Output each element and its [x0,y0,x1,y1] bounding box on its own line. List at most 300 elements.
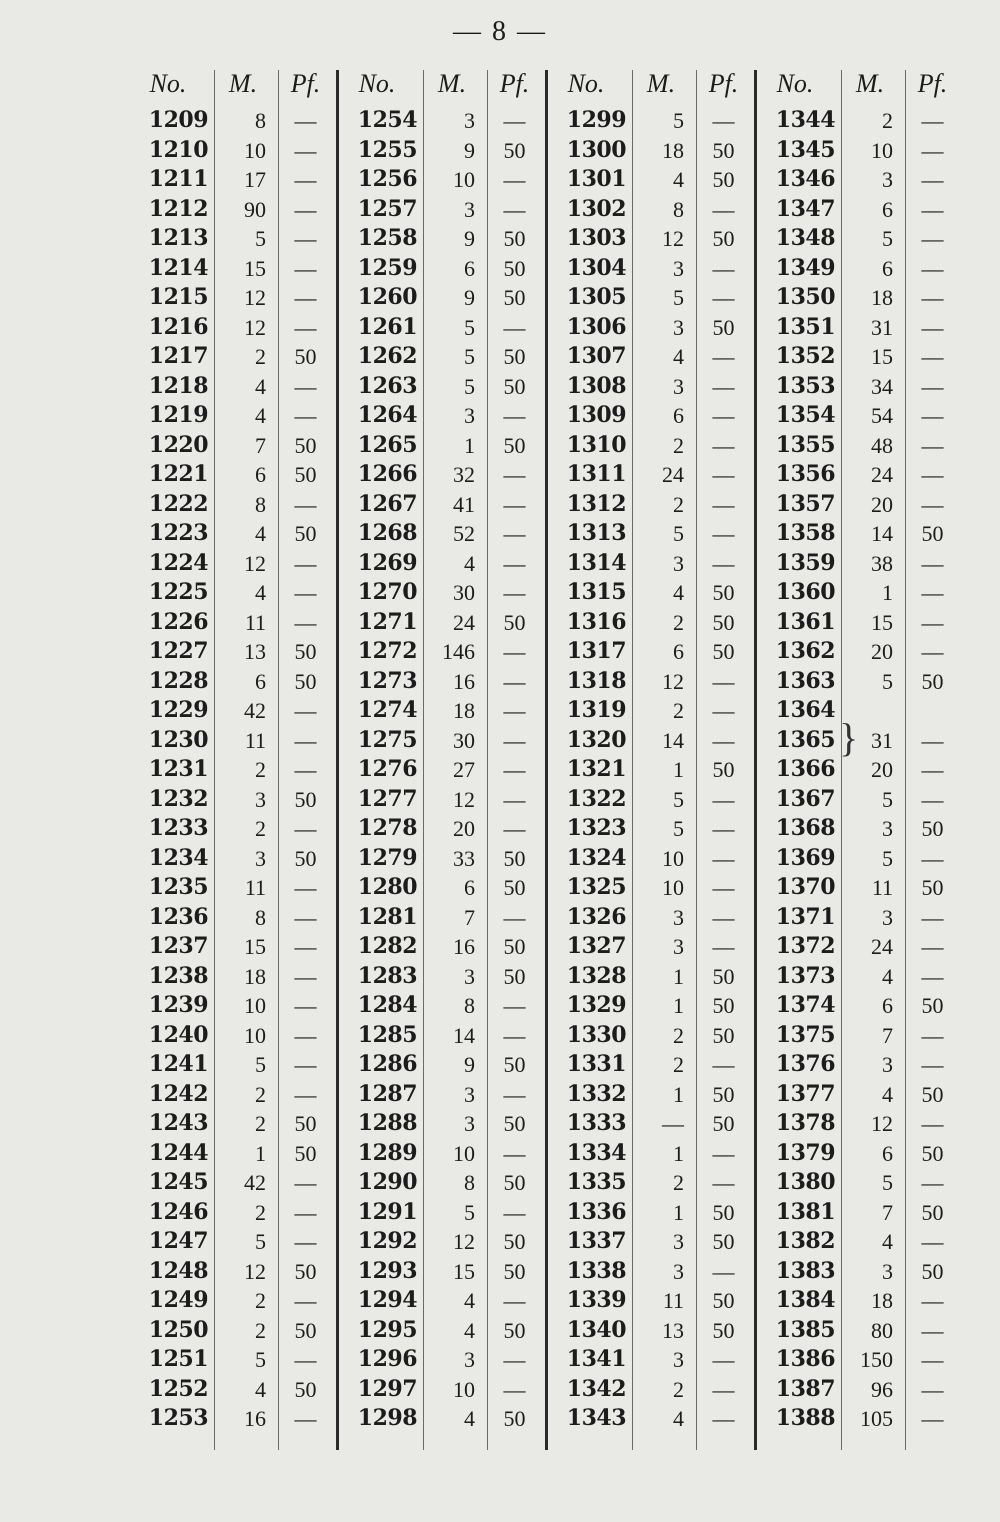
mark-value: 2 [673,1022,684,1048]
item-number: 1226 [148,608,208,635]
mark-value: 3 [464,403,475,428]
item-number: 1365 [775,726,835,753]
item-number: 1312 [566,490,626,517]
mark-value: — [662,1111,684,1136]
table-row [753,549,962,579]
table-row [335,460,544,490]
pfennig-value: — [294,934,317,959]
mark-value: 34 [871,373,893,399]
mark-value: 4 [882,1229,893,1254]
item-number: 1279 [357,844,417,871]
pfennig-value: — [921,1022,944,1048]
mark-value: 3 [464,1111,475,1136]
table-row [126,165,335,195]
item-number: 1374 [775,992,835,1018]
mark-value: 4 [673,167,684,192]
mark-value: 8 [255,904,266,930]
pfennig-value: — [921,255,944,281]
table-row [126,1404,335,1434]
pfennig-value: — [921,904,944,930]
pfennig-value: — [503,698,526,723]
table-row [126,342,335,372]
item-number: 1222 [148,490,208,517]
pfennig-value: 50 [921,521,944,546]
pfennig-value: 50 [503,1229,526,1254]
item-number: 1299 [566,107,626,133]
item-number: 1212 [148,195,208,222]
table-row [335,283,544,313]
header-mark: M. [855,69,885,98]
mark-value: 2 [673,698,684,723]
mark-value: 146 [442,639,475,664]
table-row [753,1080,962,1110]
item-number: 1372 [775,933,835,959]
mark-value: 20 [871,757,893,782]
item-number: 1345 [775,136,835,163]
mark-value: 15 [871,344,893,369]
item-number: 1383 [775,1257,835,1284]
pfennig-value: — [294,1288,317,1313]
table-row [753,1404,962,1434]
item-number: 1259 [357,254,417,281]
table-row [126,460,335,490]
table-row [544,106,753,136]
item-number: 1282 [357,933,417,959]
mark-value: 15 [244,934,266,959]
item-number: 1224 [148,549,208,576]
table-row [753,490,962,520]
item-number: 1387 [775,1375,835,1402]
item-number: 1288 [357,1110,417,1136]
pfennig-value: 50 [294,521,317,546]
item-number: 1290 [357,1169,417,1195]
table-row [753,283,962,313]
item-number: 1327 [566,933,626,959]
item-number: 1219 [148,402,208,428]
pfennig-value: — [921,757,944,782]
pfennig-value: — [921,1376,944,1402]
pfennig-value: — [294,550,317,576]
pfennig-value: — [294,167,317,192]
table-row [753,1227,962,1257]
item-number: 1346 [775,166,835,192]
table-row [335,1021,544,1051]
pfennig-value: — [712,845,735,871]
table-row [126,254,335,284]
item-number: 1272 [357,638,417,664]
table-row [753,991,962,1021]
pfennig-value: 50 [712,963,735,989]
mark-value: 6 [464,255,475,281]
table-row [335,1109,544,1139]
pfennig-value: — [503,167,526,192]
mark-value: 3 [673,314,684,340]
mark-value: 4 [255,580,266,605]
item-number: 1321 [566,756,626,782]
mark-value: 12 [662,668,684,694]
mark-value: 5 [673,285,684,310]
mark-value: 11 [871,875,893,900]
pfennig-value: 50 [921,1140,944,1166]
mark-value: 5 [673,816,684,841]
table-row [335,814,544,844]
item-number: 1269 [357,549,417,576]
item-number: 1384 [775,1287,835,1313]
table-row [126,1286,335,1316]
table-row [544,608,753,638]
item-number: 1385 [775,1316,835,1343]
pfennig-value: — [294,993,317,1018]
item-number: 1336 [566,1198,626,1225]
mark-value: 18 [453,698,475,723]
item-number: 1218 [148,372,208,399]
pfennig-value: — [921,1170,944,1195]
item-number: 1220 [148,431,208,458]
pfennig-value: — [294,609,317,635]
pfennig-value: — [294,1406,317,1431]
mark-value: 11 [244,609,266,635]
mark-value: 3 [464,963,475,989]
item-number: 1370 [775,874,835,900]
table-row [335,1404,544,1434]
mark-value: 4 [882,1081,893,1107]
table-row [544,224,753,254]
mark-value: 48 [871,432,893,458]
table-row [126,224,335,254]
pfennig-value: 50 [503,137,526,163]
mark-value: 6 [882,196,893,222]
table-row [126,991,335,1021]
item-number: 1337 [566,1228,626,1254]
table-row [753,106,962,136]
table-row [335,785,544,815]
pfennig-value: 50 [921,668,944,694]
item-number: 1367 [775,785,835,812]
mark-value: 2 [673,491,684,517]
item-number: 1330 [566,1021,626,1048]
table-row [126,283,335,313]
mark-value: 1 [882,580,893,605]
mark-value: 3 [673,904,684,930]
pfennig-value: — [503,1081,526,1107]
pfennig-value: — [712,1258,735,1284]
item-number: 1351 [775,313,835,340]
item-number: 1294 [357,1287,417,1313]
item-number: 1239 [148,992,208,1018]
table-row [544,637,753,667]
mark-value: 2 [255,1288,266,1313]
table-row [126,1080,335,1110]
item-number: 1274 [357,697,417,723]
mark-value: 4 [255,403,266,428]
item-number: 1267 [357,490,417,517]
item-number: 1249 [148,1287,208,1313]
table-row [335,254,544,284]
table-row [544,962,753,992]
pfennig-value: — [712,344,735,369]
pfennig-value: — [712,1406,735,1431]
mark-value: 11 [244,875,266,900]
pfennig-value: 50 [712,137,735,163]
mark-value: 10 [244,1022,266,1048]
mark-value: 3 [673,1347,684,1372]
table-row [126,578,335,608]
mark-value: 8 [255,108,266,133]
table-row [335,1139,544,1169]
pfennig-value: — [712,196,735,222]
item-number: 1333 [566,1110,626,1136]
mark-value: 6 [255,668,266,694]
item-number: 1381 [775,1198,835,1225]
pfennig-value: — [921,432,944,458]
table-row [753,726,962,756]
item-number: 1227 [148,638,208,664]
pfennig-value: 50 [712,314,735,340]
mark-value: 3 [464,1081,475,1107]
pfennig-value: — [921,1288,944,1313]
table-row [753,460,962,490]
table-row [126,785,335,815]
item-number: 1234 [148,844,208,871]
header-pfennig: Pf. [499,69,530,98]
item-number: 1341 [566,1346,626,1372]
mark-value: 33 [453,845,475,871]
table-row [753,1345,962,1375]
mark-value: 5 [464,344,475,369]
item-number: 1296 [357,1346,417,1372]
table-row [126,873,335,903]
table-column-3 [544,66,753,1466]
table-row [126,755,335,785]
item-number: 1323 [566,815,626,841]
table-row [126,490,335,520]
pfennig-value: 50 [503,963,526,989]
pfennig-value: — [294,1022,317,1048]
mark-value: 6 [882,1140,893,1166]
pfennig-value: — [294,1229,317,1254]
table-row [753,873,962,903]
pfennig-value: — [503,757,526,782]
item-number: 1319 [566,697,626,723]
pfennig-value: — [503,816,526,841]
table-row [126,962,335,992]
pfennig-value: 50 [712,1229,735,1254]
table-row [753,932,962,962]
mark-value: 4 [464,1288,475,1313]
pfennig-value: — [921,1406,944,1431]
table-row [335,873,544,903]
mark-value: 8 [464,993,475,1018]
mark-value: 42 [244,698,266,723]
pfennig-value: — [503,550,526,576]
mark-value: 5 [464,314,475,340]
table-row [753,165,962,195]
table-row [753,1168,962,1198]
item-number: 1355 [775,431,835,458]
pfennig-value: 50 [921,816,944,841]
table-row [335,1198,544,1228]
table-row [753,342,962,372]
mark-value: 4 [673,580,684,605]
table-row [544,696,753,726]
table-row [335,549,544,579]
pfennig-value: 50 [712,1022,735,1048]
pfennig-value: — [712,432,735,458]
item-number: 1257 [357,195,417,222]
item-number: 1309 [566,402,626,428]
table-row [126,313,335,343]
mark-value: 2 [255,1199,266,1225]
mark-value: 54 [871,403,893,428]
pfennig-value: 50 [712,1317,735,1343]
pfennig-value: — [503,993,526,1018]
mark-value: 4 [464,1317,475,1343]
pfennig-value: 50 [503,373,526,399]
item-number: 1344 [775,107,835,133]
price-table [126,66,962,1466]
pfennig-value: — [921,934,944,959]
table-row [544,1316,753,1346]
pfennig-value: 50 [503,1111,526,1136]
pfennig-value: 50 [921,1081,944,1107]
table-row [335,1345,544,1375]
table-row [753,608,962,638]
mark-value: 12 [662,226,684,251]
pfennig-value: — [712,403,735,428]
mark-value: 30 [453,580,475,605]
pfennig-value: — [294,580,317,605]
pfennig-value: — [921,108,944,133]
pfennig-value: 50 [503,934,526,959]
mark-value: 41 [453,491,475,517]
pfennig-value: — [712,934,735,959]
mark-value: 10 [662,845,684,871]
table-row [753,431,962,461]
table-row [544,1375,753,1405]
table-row [753,401,962,431]
item-number: 1284 [357,992,417,1018]
pfennig-value: — [294,963,317,989]
table-row [335,1316,544,1346]
pfennig-value: — [294,285,317,310]
item-number: 1329 [566,992,626,1018]
mark-value: 38 [871,550,893,576]
table-row [753,844,962,874]
table-row [544,431,753,461]
table-row [544,844,753,874]
pfennig-value: — [294,1347,317,1372]
item-number: 1253 [148,1405,208,1431]
pfennig-value: — [712,373,735,399]
table-row [126,1109,335,1139]
item-number: 1371 [775,903,835,930]
item-number: 1315 [566,579,626,605]
mark-value: 2 [673,1052,684,1077]
table-row [335,1227,544,1257]
mark-value: 8 [673,196,684,222]
item-number: 1241 [148,1051,208,1077]
table-row [335,608,544,638]
item-number: 1255 [357,136,417,163]
table-row [335,1080,544,1110]
pfennig-value: — [503,668,526,694]
item-number: 1378 [775,1110,835,1136]
mark-value: 10 [871,137,893,163]
item-number: 1325 [566,874,626,900]
pfennig-value: 50 [294,639,317,664]
mark-value: 10 [244,137,266,163]
mark-value: 2 [255,1317,266,1343]
item-number: 1358 [775,520,835,546]
item-number: 1362 [775,638,835,664]
table-row [126,903,335,933]
mark-value: 17 [244,167,266,192]
item-number: 1320 [566,726,626,753]
pfennig-value: — [712,698,735,723]
pfennig-value: 50 [921,1199,944,1225]
mark-value: 2 [255,344,266,369]
mark-value: 4 [255,1376,266,1402]
pfennig-value: 50 [503,285,526,310]
item-number: 1326 [566,903,626,930]
pfennig-value: — [294,1052,317,1077]
item-number: 1275 [357,726,417,753]
pfennig-value: — [921,285,944,310]
table-row [126,1316,335,1346]
pfennig-value: 50 [294,668,317,694]
table-row [126,667,335,697]
item-number: 1256 [357,166,417,192]
mark-value: 12 [244,285,266,310]
mark-value: 5 [464,1199,475,1225]
pfennig-value: — [712,491,735,517]
item-number: 1388 [775,1405,835,1431]
pfennig-value: — [294,403,317,428]
table-row [753,254,962,284]
table-row [335,932,544,962]
table-column-4 [753,66,962,1466]
mark-value: 1 [673,757,684,782]
mark-value: 3 [464,196,475,222]
table-row [544,165,753,195]
pfennig-value: 50 [712,1288,735,1313]
item-number: 1295 [357,1316,417,1343]
table-row [544,785,753,815]
pfennig-value: — [921,1111,944,1136]
item-number: 1242 [148,1080,208,1107]
table-row [753,637,962,667]
pfennig-value: — [712,462,735,487]
mark-value: 3 [673,934,684,959]
pfennig-value: — [294,491,317,517]
mark-value: 5 [882,668,893,694]
mark-value: 16 [453,668,475,694]
mark-value: 8 [255,491,266,517]
mark-value: 3 [882,904,893,930]
item-number: 1317 [566,638,626,664]
header-mark: M. [437,69,467,98]
pfennig-value: 50 [503,845,526,871]
mark-value: 24 [871,462,893,487]
table-row [544,254,753,284]
item-number: 1216 [148,313,208,340]
mark-value: 6 [882,255,893,281]
pfennig-value: 50 [503,875,526,900]
table-row [126,1021,335,1051]
mark-value: 2 [673,1170,684,1195]
table-row [753,755,962,785]
pfennig-value: — [921,1052,944,1077]
